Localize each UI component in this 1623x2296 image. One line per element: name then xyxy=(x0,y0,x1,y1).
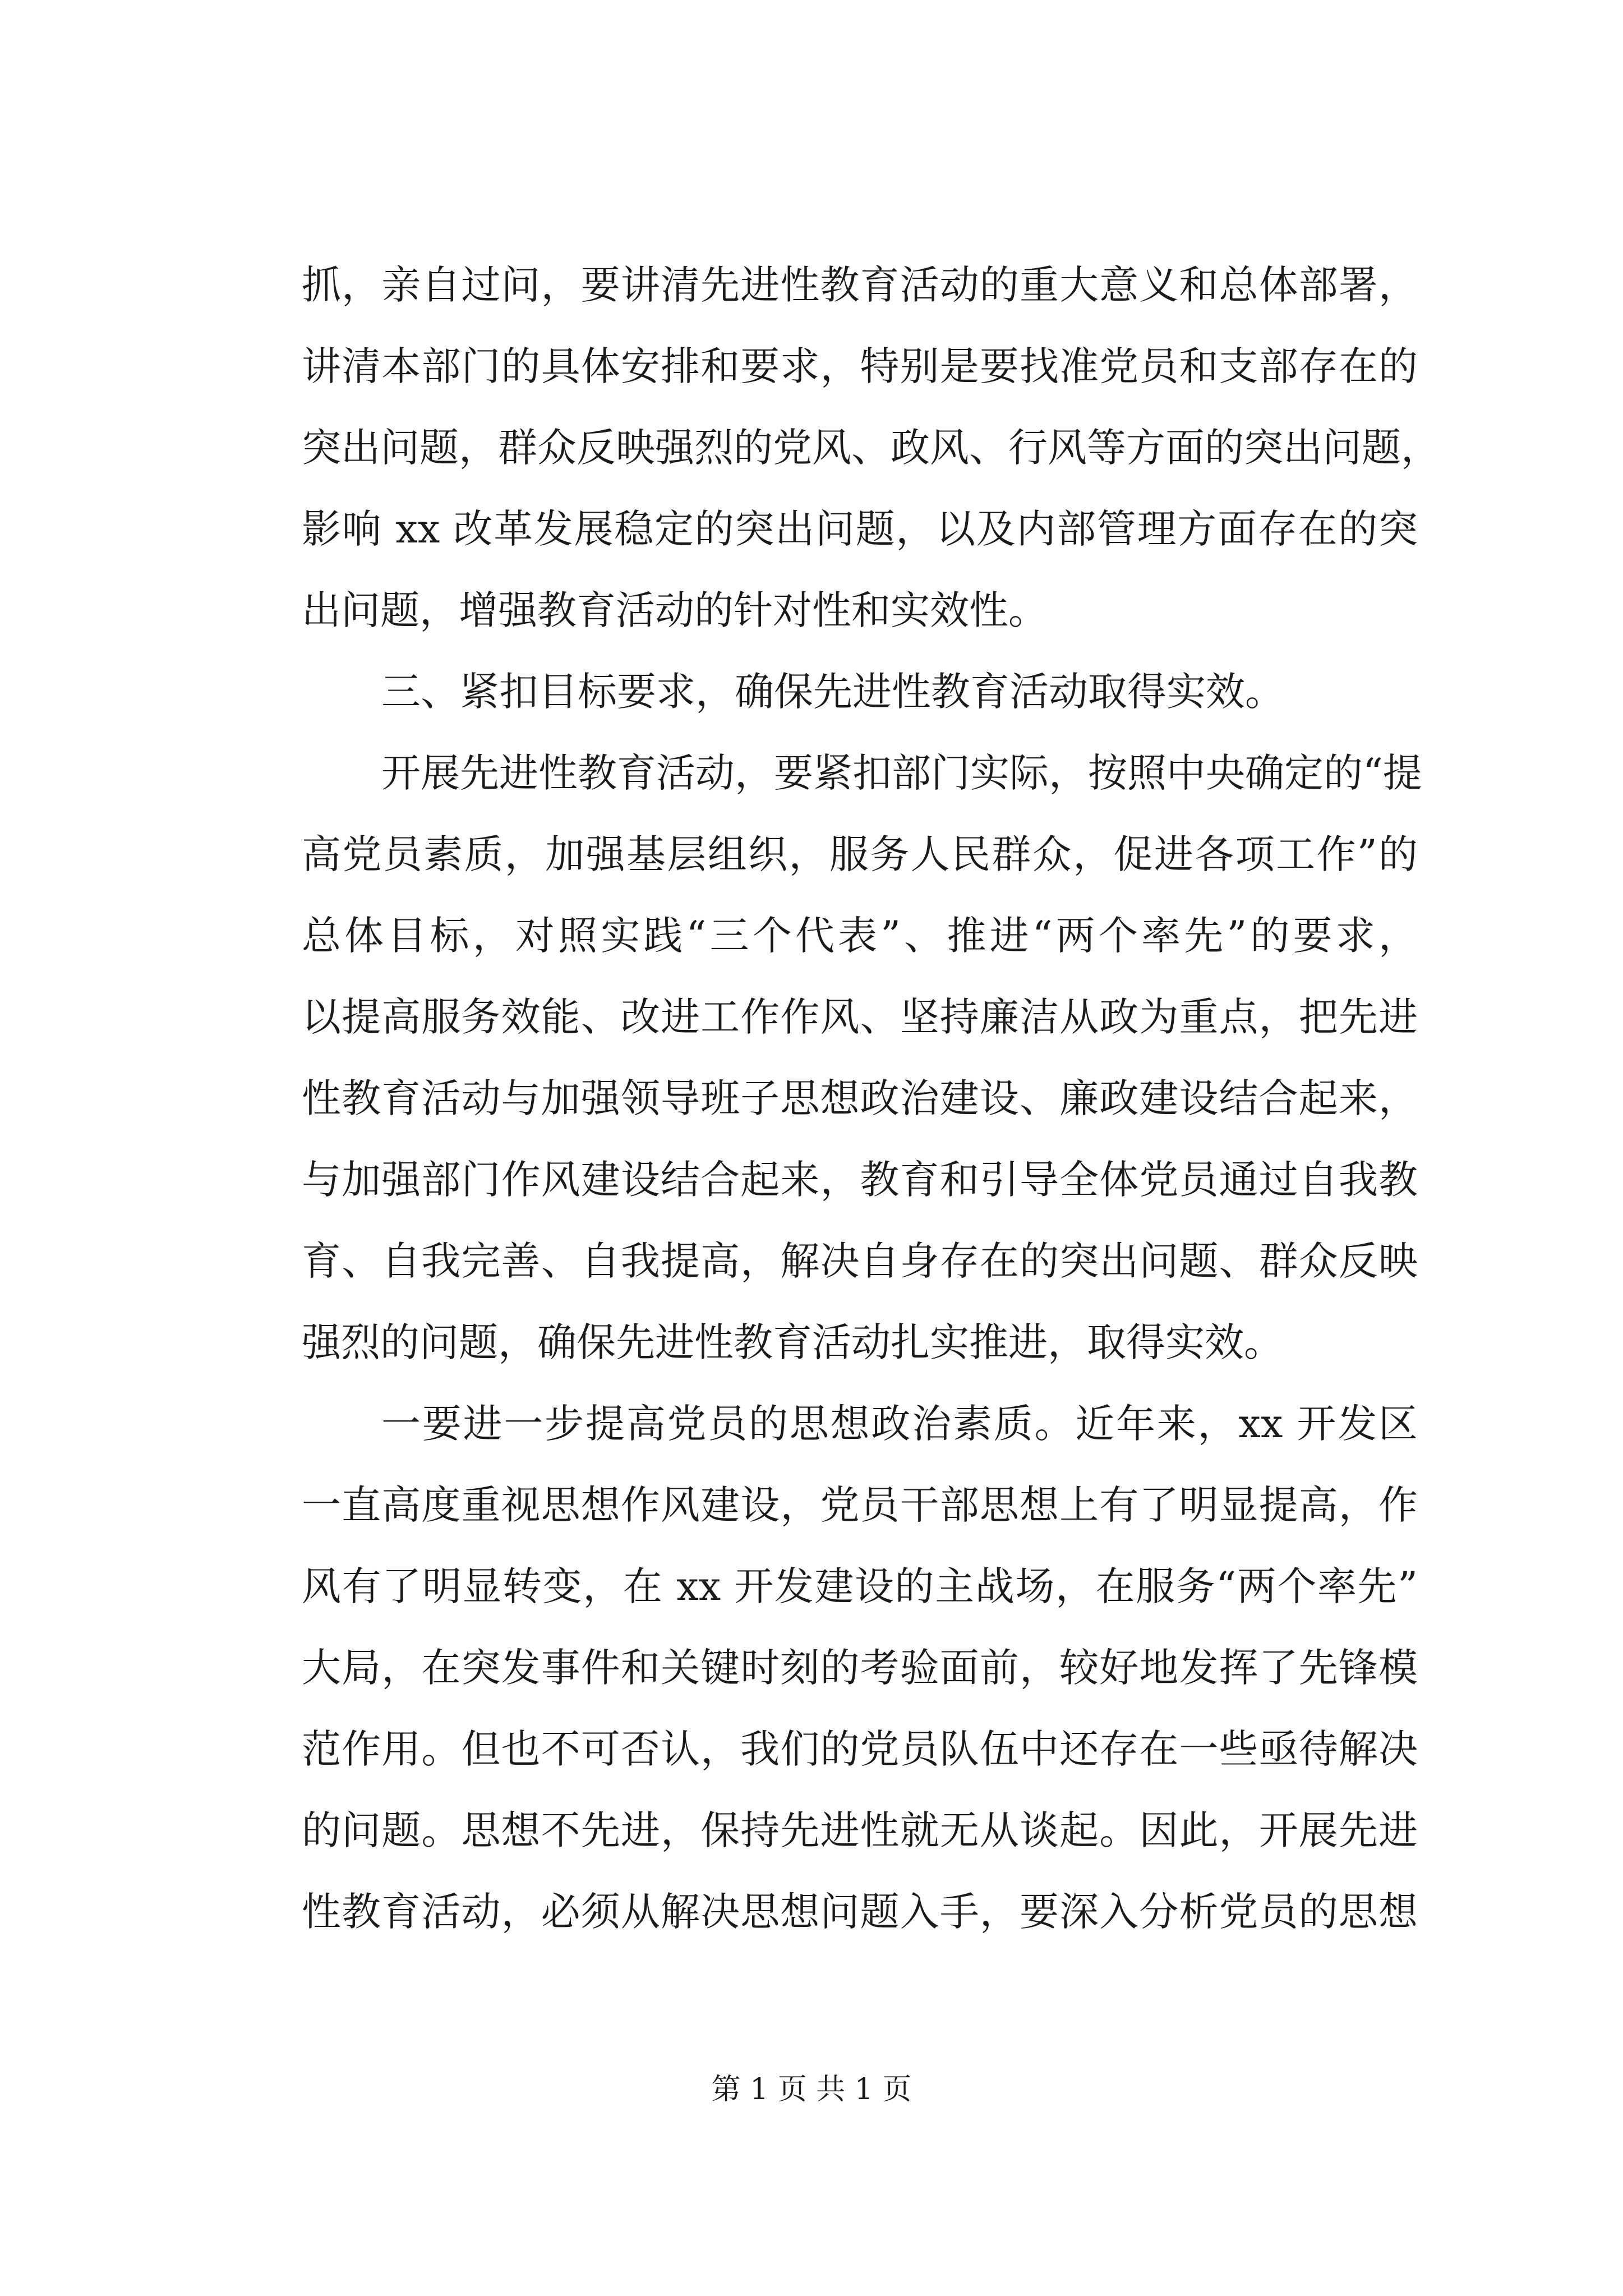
section-heading: 三、紧扣目标要求，确保先进性教育活动取得实效。 xyxy=(381,669,1284,715)
text-line: 性教育活动与加强领导班子思想政治建设、廉政建设结合起来， xyxy=(302,1075,1418,1121)
text-line: 风有了明显转变，在 xx 开发建设的主战场，在服务“两个率先” xyxy=(302,1563,1418,1609)
text-line: 大局，在突发事件和关键时刻的考验面前，较好地发挥了先锋模 xyxy=(302,1645,1418,1691)
text-line: 抓，亲自过问，要讲清先进性教育活动的重大意义和总体部署， xyxy=(302,262,1418,308)
text-line: 强烈的问题，确保先进性教育活动扎实推进，取得实效。 xyxy=(302,1319,1283,1365)
text-line: 出问题，增强教育活动的针对性和实效性。 xyxy=(302,587,1048,633)
text-line: 范作用。但也不可否认，我们的党员队伍中还存在一些亟待解决 xyxy=(302,1726,1418,1772)
text-line: 突出问题，群众反映强烈的党风、政风、行风等方面的突出问题， xyxy=(302,425,1440,471)
page-footer xyxy=(0,2070,1623,2109)
text-line: 总体目标，对照实践“三个代表”、推进“两个率先”的要求， xyxy=(302,913,1418,959)
text-line: 影响 xx 改革发展稳定的突出问题，以及内部管理方面存在的突 xyxy=(302,506,1418,552)
text-line: 育、自我完善、自我提高，解决自身存在的突出问题、群众反映 xyxy=(302,1238,1418,1284)
page-number: 第 1 页 共 1 页 xyxy=(711,2073,912,2106)
text-line: 一要进一步提高党员的思想政治素质。近年来，xx 开发区 xyxy=(381,1401,1418,1447)
text-line: 以提高服务效能、改进工作作风、坚持廉洁从政为重点，把先进 xyxy=(302,994,1418,1040)
text-line: 讲清本部门的具体安排和要求，特别是要找准党员和支部存在的 xyxy=(302,343,1418,389)
text-line: 开展先进性教育活动，要紧扣部门实际，按照中央确定的“提 xyxy=(381,750,1422,796)
text-line: 与加强部门作风建设结合起来，教育和引导全体党员通过自我教 xyxy=(302,1157,1418,1203)
text-line: 性教育活动，必须从解决思想问题入手，要深入分析党员的思想 xyxy=(302,1889,1418,1935)
text-line: 的问题。思想不先进，保持先进性就无从谈起。因此，开展先进 xyxy=(302,1807,1418,1853)
body-text xyxy=(302,245,1440,1953)
text-line: 高党员素质，加强基层组织，服务人民群众，促进各项工作”的 xyxy=(302,831,1418,877)
text-line: 一直高度重视思想作风建设，党员干部思想上有了明显提高，作 xyxy=(302,1482,1418,1528)
